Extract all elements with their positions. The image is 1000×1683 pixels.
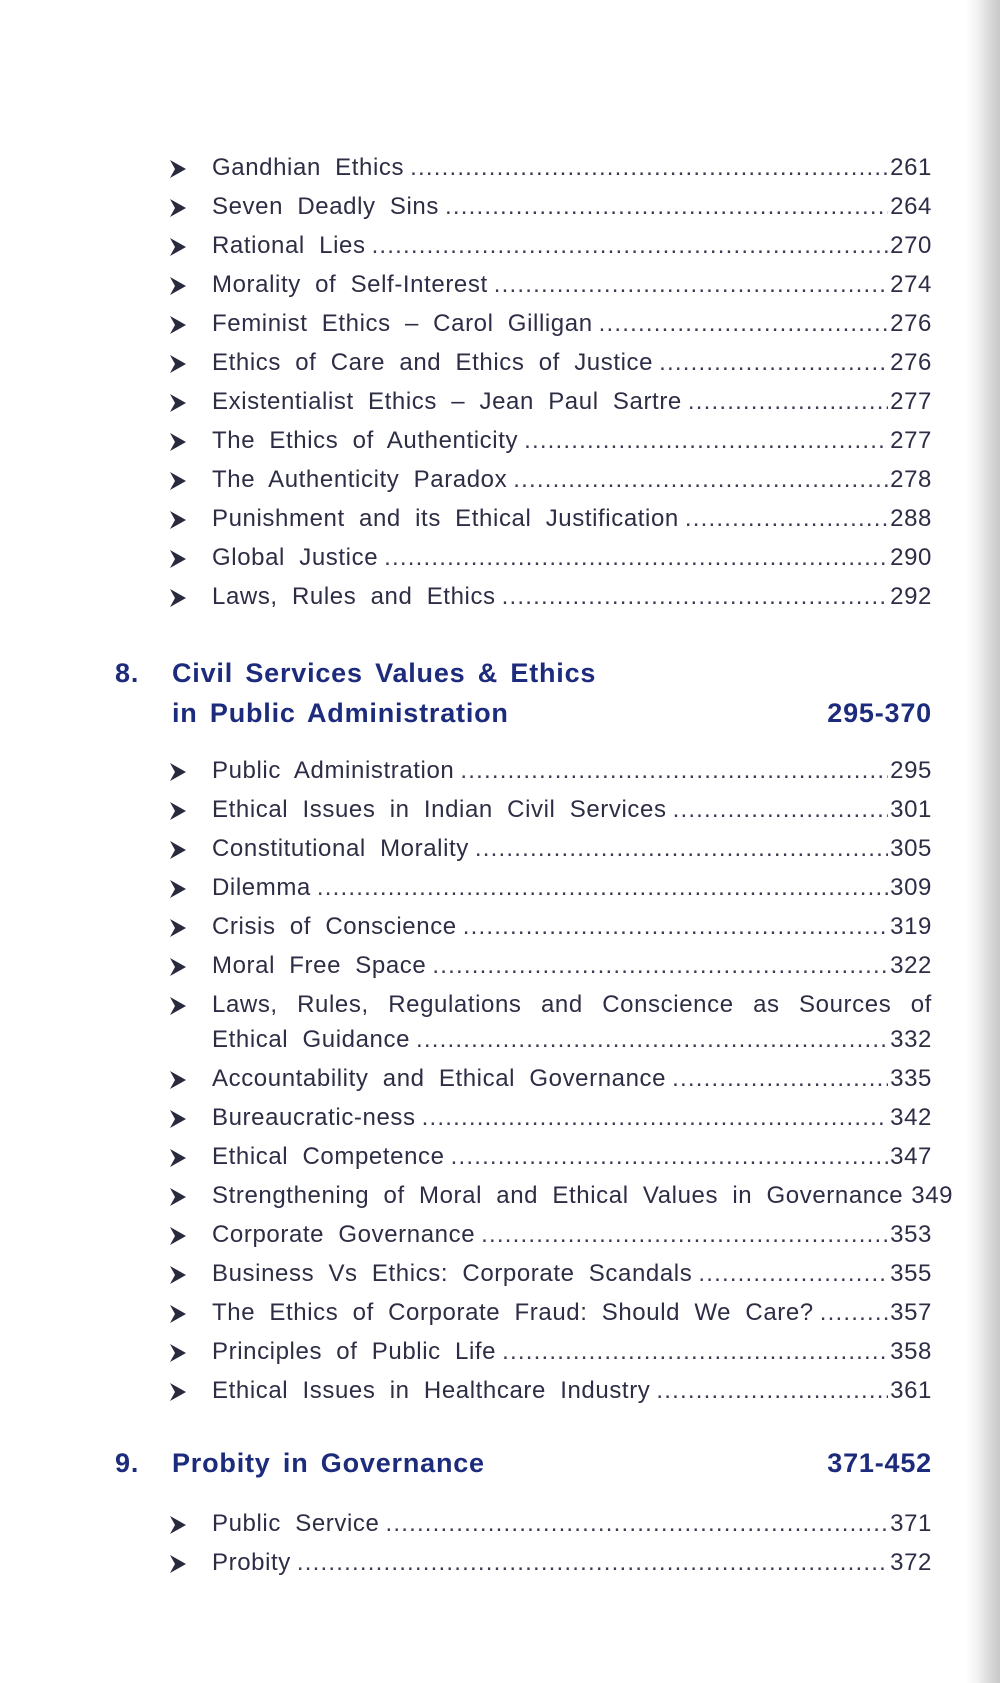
dot-leader bbox=[494, 271, 888, 299]
toc-entry[interactable] bbox=[0, 1141, 1000, 1180]
toc-entry-line bbox=[212, 1104, 932, 1132]
dot-leader bbox=[384, 544, 888, 572]
toc-entry-title: Ethical Issues in Indian Civil Services bbox=[212, 796, 667, 823]
dot-leader bbox=[502, 1338, 888, 1366]
toc-entry[interactable] bbox=[0, 269, 1000, 308]
toc-entry-word: Conscience bbox=[602, 991, 734, 1018]
dot-leader bbox=[685, 505, 888, 533]
arrow-bullet-icon bbox=[168, 430, 188, 454]
toc-entry-page: 309 bbox=[890, 874, 932, 901]
toc-entry-title: Ethical Guidance bbox=[212, 1026, 411, 1053]
toc-entry-line bbox=[212, 1299, 932, 1327]
arrow-bullet-icon bbox=[168, 1380, 188, 1404]
toc-entry-title: Ethics of Care and Ethics of Justice bbox=[212, 349, 654, 376]
toc-entry-title: The Authenticity Paradox bbox=[212, 466, 508, 493]
toc-entry-page: 278 bbox=[890, 466, 932, 493]
dot-leader bbox=[656, 1377, 888, 1405]
arrow-bullet-icon bbox=[168, 1302, 188, 1326]
toc-entry[interactable] bbox=[0, 464, 1000, 503]
arrow-bullet-icon bbox=[168, 547, 188, 571]
toc-entry-page: 301 bbox=[890, 796, 932, 823]
toc-entry-title: Constitutional Morality bbox=[212, 835, 469, 862]
toc-entry-page: 264 bbox=[890, 193, 932, 220]
arrow-bullet-icon bbox=[168, 1552, 188, 1576]
toc-entry-page: 322 bbox=[890, 952, 932, 979]
toc-entry-title: The Ethics of Corporate Fraud: Should We Care? bbox=[212, 1299, 814, 1326]
toc-entry[interactable] bbox=[0, 1180, 1000, 1219]
toc-entry-page: 290 bbox=[890, 544, 932, 571]
dot-leader bbox=[513, 466, 888, 494]
arrow-bullet-icon bbox=[168, 994, 188, 1018]
toc-entry-word: Rules, bbox=[297, 991, 369, 1018]
toc-entry-line bbox=[212, 1182, 954, 1210]
toc-entry[interactable] bbox=[0, 230, 1000, 269]
toc-entry-line bbox=[212, 1221, 932, 1249]
arrow-bullet-icon bbox=[168, 1146, 188, 1170]
dot-leader bbox=[297, 1549, 888, 1577]
arrow-bullet-icon bbox=[168, 838, 188, 862]
arrow-bullet-icon bbox=[168, 586, 188, 610]
toc-entry-page: 355 bbox=[890, 1260, 932, 1287]
toc-entry[interactable] bbox=[0, 1258, 1000, 1297]
section-continued bbox=[0, 152, 1000, 620]
toc-entry-page: 372 bbox=[890, 1549, 932, 1576]
toc-entry-line bbox=[212, 466, 932, 494]
toc-entry-page: 274 bbox=[890, 271, 932, 298]
dot-leader bbox=[422, 1104, 889, 1132]
toc-entry-title: Public Service bbox=[212, 1510, 380, 1537]
toc-entry-title: Probity bbox=[212, 1549, 291, 1576]
toc-entry-line bbox=[212, 796, 932, 824]
toc-entry-title-line1 bbox=[212, 991, 932, 1019]
chapter-title-line2: in Public Administration bbox=[172, 698, 509, 728]
arrow-bullet-icon bbox=[168, 391, 188, 415]
toc-entry[interactable] bbox=[0, 503, 1000, 542]
dot-leader bbox=[451, 1143, 889, 1171]
dot-leader bbox=[317, 874, 888, 902]
dot-leader bbox=[463, 913, 888, 941]
toc-entry-word: Regulations bbox=[388, 991, 522, 1018]
chapter-title-line1: Probity in Governance bbox=[172, 1448, 485, 1478]
toc-entry-page: 332 bbox=[890, 1026, 932, 1053]
dot-leader bbox=[672, 1065, 888, 1093]
toc-entry[interactable] bbox=[0, 989, 1000, 1063]
dot-leader bbox=[460, 757, 888, 785]
toc-entry[interactable] bbox=[0, 755, 1000, 794]
toc-entry-line bbox=[212, 835, 932, 863]
toc-entry-word: Laws, bbox=[212, 991, 278, 1018]
chapter-number: 8. bbox=[115, 658, 140, 688]
toc-entry-title: Ethical Issues in Healthcare Industry bbox=[212, 1377, 651, 1404]
toc-entry[interactable] bbox=[0, 1375, 1000, 1414]
toc-entry-page: 277 bbox=[890, 388, 932, 415]
toc-entry-page: 319 bbox=[890, 913, 932, 940]
toc-entry-line bbox=[212, 913, 932, 941]
toc-entry-page: 270 bbox=[890, 232, 932, 259]
toc-entry-line bbox=[212, 757, 932, 785]
toc-entry-page: 371 bbox=[890, 1510, 932, 1537]
arrow-bullet-icon bbox=[168, 508, 188, 532]
toc-entry[interactable] bbox=[0, 1547, 1000, 1586]
arrow-bullet-icon bbox=[168, 1107, 188, 1131]
toc-entry-title: Rational Lies bbox=[212, 232, 366, 259]
toc-entry[interactable] bbox=[0, 581, 1000, 620]
toc-entry-line bbox=[212, 232, 932, 260]
toc-entry-title: Punishment and its Ethical Justification bbox=[212, 505, 679, 532]
toc-entry-line bbox=[212, 1065, 932, 1093]
toc-entry[interactable] bbox=[0, 794, 1000, 833]
toc-entry-title: Corporate Governance bbox=[212, 1221, 476, 1248]
toc-entry[interactable] bbox=[0, 911, 1000, 950]
arrow-bullet-icon bbox=[168, 1068, 188, 1092]
toc-entry-title: Bureaucratic-ness bbox=[212, 1104, 416, 1131]
toc-entry-page: 277 bbox=[890, 427, 932, 454]
toc-entry[interactable] bbox=[0, 833, 1000, 872]
toc-entry-title: Laws, Rules and Ethics bbox=[212, 583, 496, 610]
toc-entry-line bbox=[212, 505, 932, 533]
section-chapter-9 bbox=[0, 1508, 1000, 1586]
toc-entry-page: 295 bbox=[890, 757, 932, 784]
section-chapter-8 bbox=[0, 755, 1000, 1414]
toc-entry[interactable] bbox=[0, 347, 1000, 386]
arrow-bullet-icon bbox=[168, 1341, 188, 1365]
toc-entry-line bbox=[212, 154, 932, 182]
dot-leader bbox=[688, 388, 888, 416]
toc-entry-page: 292 bbox=[890, 583, 932, 610]
toc-entry-title: Accountability and Ethical Governance bbox=[212, 1065, 667, 1092]
dot-leader bbox=[475, 835, 888, 863]
toc-entry-line bbox=[212, 427, 932, 455]
toc-entry-title: The Ethics of Authenticity bbox=[212, 427, 519, 454]
toc-entry-line bbox=[212, 1260, 932, 1288]
toc-entry-word: Sources bbox=[799, 991, 892, 1018]
toc-entry-title: Feminist Ethics – Carol Gilligan bbox=[212, 310, 593, 337]
toc-entry-title: Business Vs Ethics: Corporate Scandals bbox=[212, 1260, 693, 1287]
toc-entry-page: 288 bbox=[890, 505, 932, 532]
toc-entry-page: 261 bbox=[890, 154, 932, 181]
dot-leader bbox=[445, 193, 888, 221]
toc-entry-word: and bbox=[540, 991, 583, 1018]
toc-entry-page: 357 bbox=[890, 1299, 932, 1326]
arrow-bullet-icon bbox=[168, 955, 188, 979]
toc-entry-page: 335 bbox=[890, 1065, 932, 1092]
toc-entry[interactable] bbox=[0, 950, 1000, 989]
toc-entry-page: 347 bbox=[890, 1143, 932, 1170]
arrow-bullet-icon bbox=[168, 1224, 188, 1248]
toc-entry[interactable] bbox=[0, 1219, 1000, 1258]
toc-entry-page: 342 bbox=[890, 1104, 932, 1131]
chapter-title-line1: Civil Services Values & Ethics bbox=[172, 658, 597, 688]
toc-entry[interactable] bbox=[0, 1063, 1000, 1102]
toc-entry-line bbox=[212, 1510, 932, 1538]
arrow-bullet-icon bbox=[168, 157, 188, 181]
toc-entry[interactable] bbox=[0, 191, 1000, 230]
toc-entry-line bbox=[212, 1143, 932, 1171]
dot-leader bbox=[673, 796, 889, 824]
arrow-bullet-icon bbox=[168, 274, 188, 298]
dot-leader bbox=[385, 1510, 888, 1538]
toc-entry-page: 361 bbox=[890, 1377, 932, 1404]
toc-entry-word: of bbox=[910, 991, 932, 1018]
toc-entry[interactable] bbox=[0, 308, 1000, 347]
toc-entry-line bbox=[212, 388, 932, 416]
toc-entry-word: as bbox=[753, 991, 780, 1018]
dot-leader bbox=[524, 427, 888, 455]
toc-entry[interactable] bbox=[0, 1508, 1000, 1547]
dot-leader bbox=[659, 349, 888, 377]
arrow-bullet-icon bbox=[168, 196, 188, 220]
toc-entry[interactable] bbox=[0, 872, 1000, 911]
toc-entry-title: Crisis of Conscience bbox=[212, 913, 457, 940]
toc-entry-page: 305 bbox=[890, 835, 932, 862]
entry-list bbox=[0, 755, 1000, 1414]
arrow-bullet-icon bbox=[168, 1185, 188, 1209]
toc-entry-title: Gandhian Ethics bbox=[212, 154, 405, 181]
toc-entry-page: 349 bbox=[911, 1182, 954, 1209]
arrow-bullet-icon bbox=[168, 1263, 188, 1287]
toc-entry-title: Public Administration bbox=[212, 757, 455, 784]
entry-list bbox=[0, 152, 1000, 620]
toc-entry[interactable] bbox=[0, 542, 1000, 581]
toc-entry-title: Principles of Public Life bbox=[212, 1338, 497, 1365]
toc-entry[interactable] bbox=[0, 425, 1000, 464]
toc-entry-title: Strengthening of Moral and Ethical Values in Governance bbox=[212, 1182, 904, 1209]
arrow-bullet-icon bbox=[168, 916, 188, 940]
toc-entry[interactable] bbox=[0, 386, 1000, 425]
chapter-page-range: 295-370 bbox=[827, 698, 932, 728]
chapter-heading-9[interactable] bbox=[0, 1448, 1000, 1488]
dot-leader bbox=[481, 1221, 888, 1249]
toc-entry-title: Moral Free Space bbox=[212, 952, 427, 979]
dot-leader bbox=[416, 1026, 888, 1054]
arrow-bullet-icon bbox=[168, 352, 188, 376]
entry-list bbox=[0, 1508, 1000, 1586]
toc-entry[interactable] bbox=[0, 1102, 1000, 1141]
toc-entry-page: 358 bbox=[890, 1338, 932, 1365]
toc-entry-title: Morality of Self-Interest bbox=[212, 271, 488, 298]
toc-entry-title: Ethical Competence bbox=[212, 1143, 445, 1170]
chapter-number: 9. bbox=[115, 1448, 140, 1478]
arrow-bullet-icon bbox=[168, 1513, 188, 1537]
arrow-bullet-icon bbox=[168, 877, 188, 901]
toc-entry-line bbox=[212, 1338, 932, 1366]
dot-leader bbox=[372, 232, 889, 260]
dot-leader bbox=[410, 154, 888, 182]
arrow-bullet-icon bbox=[168, 235, 188, 259]
chapter-heading-8[interactable] bbox=[0, 658, 1000, 738]
arrow-bullet-icon bbox=[168, 313, 188, 337]
arrow-bullet-icon bbox=[168, 760, 188, 784]
toc-entry-line bbox=[212, 349, 932, 377]
toc-entry-line bbox=[212, 583, 932, 611]
toc-entry-line bbox=[212, 874, 932, 902]
toc-entry-line bbox=[212, 310, 932, 338]
dot-leader bbox=[820, 1299, 888, 1327]
arrow-bullet-icon bbox=[168, 469, 188, 493]
toc-entry-page: 276 bbox=[890, 310, 932, 337]
dot-leader bbox=[502, 583, 888, 611]
toc-entry-title: Seven Deadly Sins bbox=[212, 193, 439, 220]
toc-entry-line bbox=[212, 952, 932, 980]
toc-entry[interactable] bbox=[0, 1336, 1000, 1375]
toc-entry-title: Global Justice bbox=[212, 544, 379, 571]
dot-leader bbox=[432, 952, 888, 980]
toc-entry-line bbox=[212, 1377, 932, 1405]
chapter-page-range: 371-452 bbox=[827, 1448, 932, 1478]
toc-entry-line bbox=[212, 1026, 932, 1054]
toc-entry[interactable] bbox=[0, 152, 1000, 191]
toc-entry-line bbox=[212, 193, 932, 221]
dot-leader bbox=[599, 310, 889, 338]
toc-entry-title: Existentialist Ethics – Jean Paul Sartre bbox=[212, 388, 682, 415]
toc-entry-line bbox=[212, 271, 932, 299]
toc-entry-page: 276 bbox=[890, 349, 932, 376]
toc-entry-line bbox=[212, 544, 932, 572]
toc-entry-title: Dilemma bbox=[212, 874, 311, 901]
toc-entry[interactable] bbox=[0, 1297, 1000, 1336]
dot-leader bbox=[698, 1260, 888, 1288]
toc-entry-page: 353 bbox=[890, 1221, 932, 1248]
toc-entry-line bbox=[212, 1549, 932, 1577]
arrow-bullet-icon bbox=[168, 799, 188, 823]
